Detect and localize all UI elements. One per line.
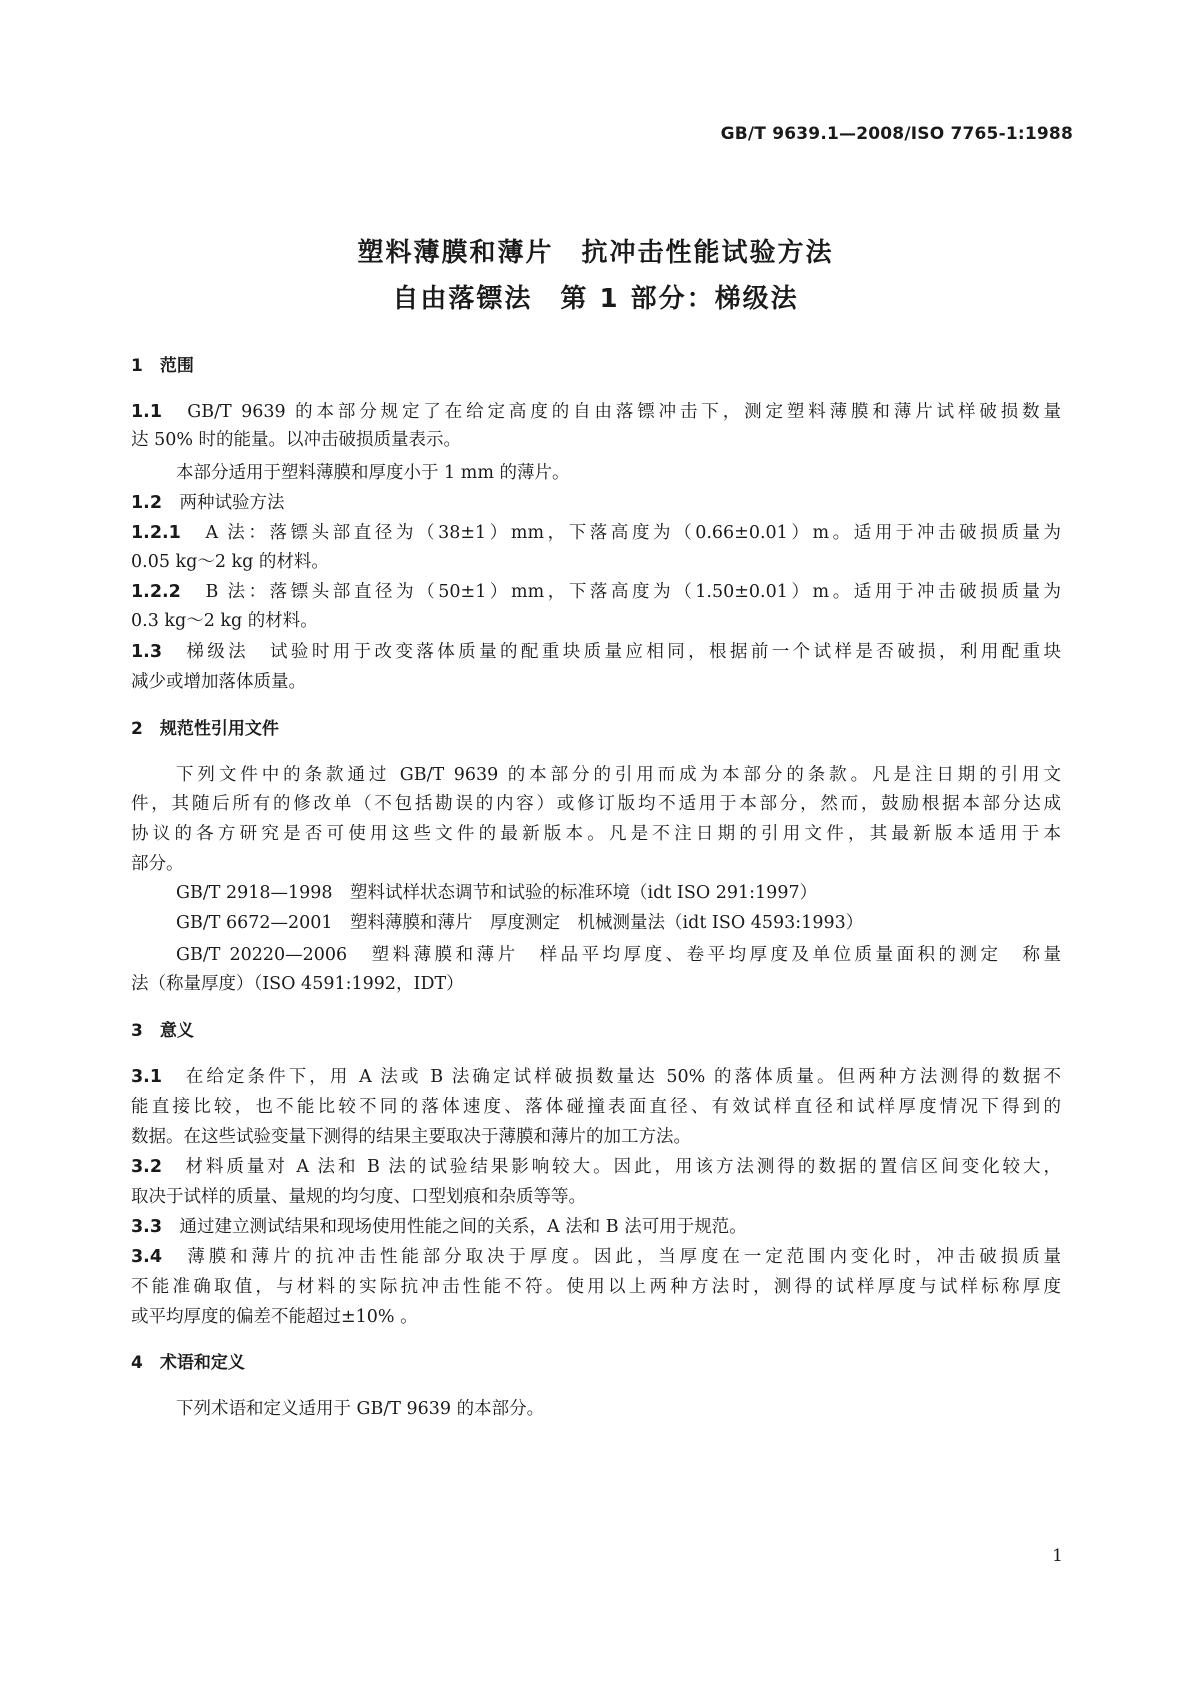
clause-3-4-line-3: 或平均厚度的偏差不能超过±10% 。: [131, 1307, 418, 1327]
clause-text: 通过建立测试结果和现场使用性能之间的关系，A 法和 B 法可用于规范。: [179, 1217, 747, 1237]
reference-1: GB/T 2918—1998 塑料试样状态调节和试验的标准环境（idt ISO 291:1997）: [176, 883, 818, 903]
clause-1-1-line-2: 达 50% 时的能量。以冲击破损质量表示。: [131, 430, 462, 450]
clause-3-1-line-3: 数据。在这些试验变量下测得的结果主要取决于薄膜和薄片的加工方法。: [131, 1127, 691, 1147]
clause-3-2-line-2: 取决于试样的质量、量规的均匀度、口型划痕和杂质等等。: [131, 1187, 586, 1207]
section-3-heading: 3 意义: [131, 1021, 194, 1041]
clause-1-2-1-line-2: 0.05 kg～2 kg 的材料。: [131, 552, 329, 572]
clause-number: 1.2.1: [131, 523, 181, 543]
section-2-para-line-2: 件，其随后所有的修改单（不包括勘误的内容）或修订版均不适用于本部分，然而，鼓励根据本部分达成: [131, 794, 1061, 814]
clause-text: 材料质量对 A 法和 B 法的试验结果影响较大。因此，用该方法测得的数据的置信区间变化较大，: [185, 1157, 1062, 1177]
clause-text: GB/T 9639 的本部分规定了在给定高度的自由落镖冲击下，测定塑料薄膜和薄片试样破损数量: [187, 402, 1061, 422]
clause-number: 3.3: [131, 1217, 163, 1237]
clause-number: 3.1: [131, 1067, 163, 1087]
section-4-para-line-1: 下列术语和定义适用于 GB/T 9639 的本部分。: [176, 1399, 545, 1419]
clause-1-2-2-line-1: [131, 581, 1061, 603]
clause-text: A 法：落镖头部直径为（38±1）mm，下落高度为（0.66±0.01）m。适用于冲击破损质量为: [205, 523, 1062, 543]
clause-title: 梯级法: [186, 642, 250, 662]
standard-code: GB/T 9639.1—2008/ISO 7765-1:1988: [720, 124, 1073, 144]
clause-number: 1.2: [131, 493, 163, 513]
clause-1-2-1-line-1: [131, 522, 1061, 544]
section-1-heading: 1 范围: [131, 356, 194, 376]
section-2-para-line-3: 协议的各方研究是否可使用这些文件的最新版本。凡是不注日期的引用文件，其最新版本适用于本: [131, 824, 1061, 844]
page-number: 1: [1052, 1546, 1063, 1566]
clause-number: 1.2.2: [131, 582, 181, 602]
reference-3-line-2: 法（称量厚度）（ISO 4591:1992，IDT）: [131, 974, 464, 994]
reference-2: GB/T 6672—2001 塑料薄膜和薄片 厚度测定 机械测量法（idt ISO 4593:1993）: [176, 913, 864, 933]
clause-title: 两种试验方法: [179, 493, 285, 513]
section-2-para-line-4: 部分。: [131, 854, 184, 874]
section-2-heading: 2 规范性引用文件: [131, 719, 279, 739]
clause-3-4-line-2: 不能准确取值，与材料的实际抗冲击性能不符。使用以上两种方法时，测得的试样厚度与试样标称厚度: [131, 1277, 1061, 1297]
clause-number: 3.4: [131, 1247, 163, 1267]
clause-number: 1.3: [131, 642, 163, 662]
section-2-para-line-1: 下列文件中的条款通过 GB/T 9639 的本部分的引用而成为本部分的条款。凡是注日期的引用文: [176, 765, 1061, 785]
clause-1-1-line-3: 本部分适用于塑料薄膜和厚度小于 1 mm 的薄片。: [176, 463, 570, 483]
clause-text: 薄膜和薄片的抗冲击性能部分取决于厚度。因此，当厚度在一定范围内变化时，冲击破损质量: [187, 1247, 1062, 1267]
clause-1-3-line-2: 减少或增加落体质量。: [131, 672, 306, 692]
clause-number: 3.2: [131, 1157, 163, 1177]
clause-text: B 法：落镖头部直径为（50±1）mm，下落高度为（1.50±0.01）m。适用于冲击破损质量为: [205, 582, 1061, 602]
clause-1-1-line-1: [131, 401, 1061, 423]
clause-3-4-line-1: [131, 1246, 1061, 1268]
clause-3-1-line-2: 能直接比较，也不能比较不同的落体速度、落体碰撞表面直径、有效试样直径和试样厚度情况下得到的: [131, 1097, 1061, 1117]
clause-3-1-line-1: [131, 1066, 1061, 1088]
clause-1-3-line-1: [131, 641, 1061, 663]
clause-number: 1.1: [131, 402, 163, 422]
clause-3-3-line-1: [131, 1216, 1061, 1238]
clause-1-2-heading: [131, 492, 1061, 514]
clause-3-2-line-1: [131, 1156, 1061, 1178]
document-title-line-2: 自由落镖法 第 1 部分：梯级法: [392, 284, 799, 314]
document-title-line-1: 塑料薄膜和薄片 抗冲击性能试验方法: [357, 238, 834, 268]
clause-text: 试验时用于改变落体质量的配重块质量应相同，根据前一个试样是否破损，利用配重块: [270, 642, 1062, 662]
section-4-heading: 4 术语和定义: [131, 1353, 245, 1373]
reference-3-line-1: GB/T 20220—2006 塑料薄膜和薄片 样品平均厚度、卷平均厚度及单位质量面积的测定 称量: [176, 945, 1061, 965]
clause-text: 在给定条件下，用 A 法或 B 法确定试样破损数量达 50% 的落体质量。但两种方法测得的数据不: [185, 1067, 1061, 1087]
clause-1-2-2-line-2: 0.3 kg～2 kg 的材料。: [131, 611, 318, 631]
